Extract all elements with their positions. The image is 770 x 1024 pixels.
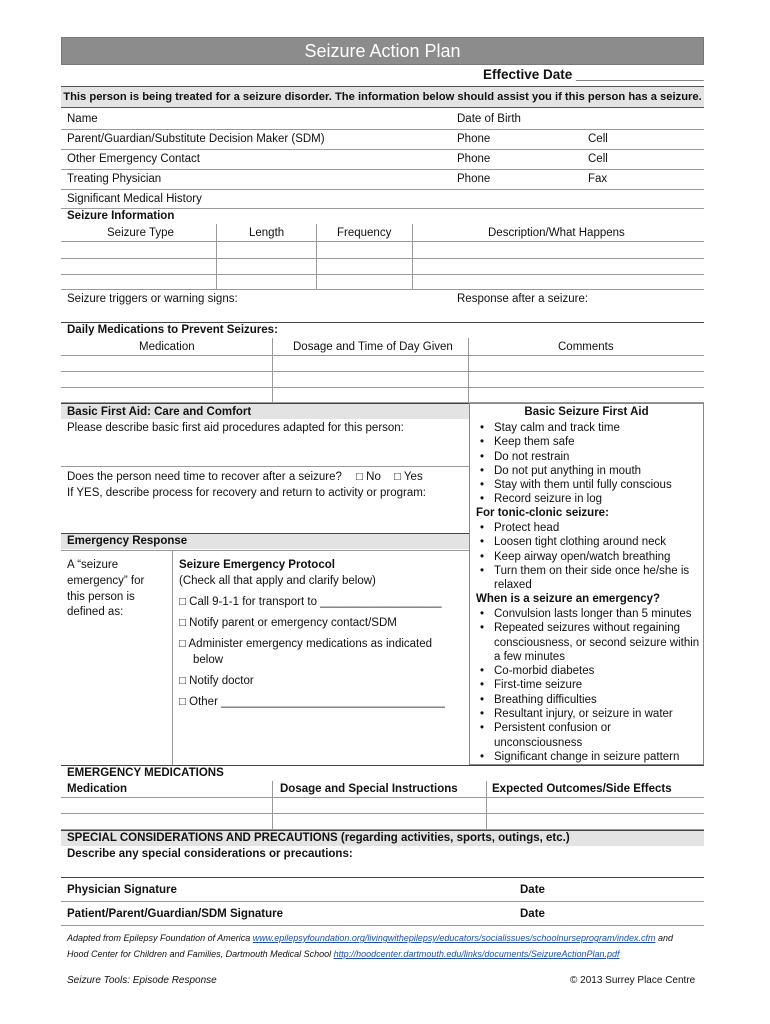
basic-first-aid-heading: Basic Seizure First Aid <box>524 406 649 418</box>
list-item: • Do not put anything in mouth <box>478 464 702 478</box>
physician-signature[interactable]: Physician Signature <box>67 884 177 896</box>
col-dosage-time: Dosage and Time of Day Given <box>293 341 453 353</box>
epilepsy-foundation-link[interactable]: www.epilepsyfoundation.org/livingwithepilepsy/educators/socialissues/schoolnurseprogram/index.cfm <box>252 933 656 943</box>
col-length: Length <box>249 227 285 239</box>
tonic-clonic-list <box>478 521 702 592</box>
list-item: • Stay calm and track time <box>478 421 702 435</box>
physician-field[interactable]: Treating Physician <box>67 173 162 185</box>
list-item: • Loosen tight clothing around neck <box>478 535 702 549</box>
col-seizure-type: Seizure Type <box>107 227 174 239</box>
effective-date[interactable]: Effective Date _________________ <box>483 67 704 82</box>
intro-banner: This person is being treated for a seizure disorder. The information below should assist you if this person has a seizure. <box>61 86 704 108</box>
phone-field-1[interactable]: Phone <box>457 133 491 145</box>
cell-field-2[interactable]: Cell <box>588 153 608 165</box>
other-option[interactable]: □ Other ___________________________________ <box>179 696 445 708</box>
col-medication: Medication <box>139 341 195 353</box>
notify-parent-option[interactable]: □ Notify parent or emergency contact/SDM <box>179 617 397 629</box>
footer-line-1 <box>67 933 673 943</box>
no-checkbox[interactable]: □ No <box>356 471 381 483</box>
footer-and: and <box>658 933 674 943</box>
emergency-def-line-1: A “seizure <box>67 559 119 571</box>
parent-field[interactable]: Parent/Guardian/Substitute Decision Maker (SDM) <box>67 133 325 145</box>
call-911-option[interactable]: □ Call 9-1-1 for transport to ___________________ <box>179 596 442 608</box>
administer-meds-option[interactable]: □ Administer emergency medications as indicated <box>179 638 433 650</box>
administer-meds-option-cont: below <box>193 654 224 666</box>
footer-hood: Hood Center for Children and Families, Dartmouth Medical School <box>67 949 332 959</box>
dob-field[interactable]: Date of Birth <box>457 113 521 125</box>
footer-adapted: Adapted from Epilepsy Foundation of America <box>67 933 251 943</box>
emergency-when-list <box>478 607 702 764</box>
fax-field[interactable]: Fax <box>588 173 608 185</box>
emergency-when-heading: When is a seizure an emergency? <box>476 593 661 605</box>
emergency-def-line-4: defined as: <box>67 606 124 618</box>
list-item: • Convulsion lasts longer than 5 minutes <box>478 607 702 621</box>
seizure-info-heading: Seizure Information <box>67 210 175 222</box>
footer-copyright: © 2013 Surrey Place Centre <box>570 975 696 986</box>
col-description: Description/What Happens <box>488 227 625 239</box>
phone-field-2[interactable]: Phone <box>457 153 491 165</box>
special-prompt[interactable]: Describe any special considerations or precautions: <box>67 848 353 860</box>
response-after-field[interactable]: Response after a seizure: <box>457 293 589 305</box>
page-title: Seizure Action Plan <box>61 37 704 65</box>
list-item: • Keep airway open/watch breathing <box>478 550 702 564</box>
emergency-def-line-2: emergency” for <box>67 575 145 587</box>
col-em-medication: Medication <box>67 783 128 795</box>
footer-tools: Seizure Tools: Episode Response <box>67 975 217 986</box>
hood-center-link[interactable]: http://hoodcenter.dartmouth.edu/links/documents/SeizureActionPlan.pdf <box>333 949 620 959</box>
patient-signature[interactable]: Patient/Parent/Guardian/SDM Signature <box>67 908 283 920</box>
date-field-1[interactable]: Date <box>520 884 545 896</box>
list-item: • Significant change in seizure pattern <box>478 750 702 764</box>
name-field[interactable]: Name <box>67 113 98 125</box>
protocol-heading: Seizure Emergency Protocol <box>179 559 335 571</box>
phone-field-3[interactable]: Phone <box>457 173 491 185</box>
list-item: • Repeated seizures without regaining consciousness, or second seizure within a few minutes <box>478 621 702 664</box>
emergency-contact-field[interactable]: Other Emergency Contact <box>67 153 200 165</box>
list-item: • Resultant injury, or seizure in water <box>478 707 702 721</box>
col-comments: Comments <box>558 341 614 353</box>
basic-first-aid-list <box>478 421 702 507</box>
emergency-meds-heading: EMERGENCY MEDICATIONS <box>67 767 224 779</box>
footer-line-2 <box>67 949 619 959</box>
recover-question: Does the person need time to recover after a seizure? <box>67 471 342 483</box>
list-item: • Breathing difficulties <box>478 693 702 707</box>
daily-meds-heading: Daily Medications to Prevent Seizures: <box>67 324 278 336</box>
list-item: • Record seizure in log <box>478 492 702 506</box>
emergency-response-heading: Emergency Response <box>67 535 188 547</box>
col-em-outcomes: Expected Outcomes/Side Effects <box>492 783 672 795</box>
yes-checkbox[interactable]: □ Yes <box>394 471 423 483</box>
list-item: • Persistent confusion or unconsciousness <box>478 721 702 750</box>
first-aid-prompt[interactable]: Please describe basic first aid procedures adapted for this person: <box>67 422 404 434</box>
list-item: • Protect head <box>478 521 702 535</box>
triggers-field[interactable]: Seizure triggers or warning signs: <box>67 293 238 305</box>
special-heading: SPECIAL CONSIDERATIONS AND PRECAUTIONS (regarding activities, sports, outings, etc.) <box>67 832 570 844</box>
notify-doctor-option[interactable]: □ Notify doctor <box>179 675 254 687</box>
date-field-2[interactable]: Date <box>520 908 545 920</box>
col-frequency: Frequency <box>337 227 392 239</box>
recovery-process-field[interactable]: If YES, describe process for recovery and return to activity or program: <box>67 487 426 499</box>
cell-field-1[interactable]: Cell <box>588 133 608 145</box>
list-item: • Stay with them until fully conscious <box>478 478 702 492</box>
list-item: • First-time seizure <box>478 678 702 692</box>
care-comfort-heading: Basic First Aid: Care and Comfort <box>67 406 252 418</box>
list-item: • Keep them safe <box>478 435 702 449</box>
list-item: • Co-morbid diabetes <box>478 664 702 678</box>
list-item: • Turn them on their side once he/she is relaxed <box>478 564 702 593</box>
col-em-dosage: Dosage and Special Instructions <box>280 783 458 795</box>
tonic-clonic-heading: For tonic-clonic seizure: <box>476 507 609 519</box>
emergency-def-line-3: this person is <box>67 591 135 603</box>
protocol-note: (Check all that apply and clarify below) <box>179 575 376 587</box>
list-item: • Do not restrain <box>478 450 702 464</box>
medical-history-field[interactable]: Significant Medical History <box>67 193 202 205</box>
